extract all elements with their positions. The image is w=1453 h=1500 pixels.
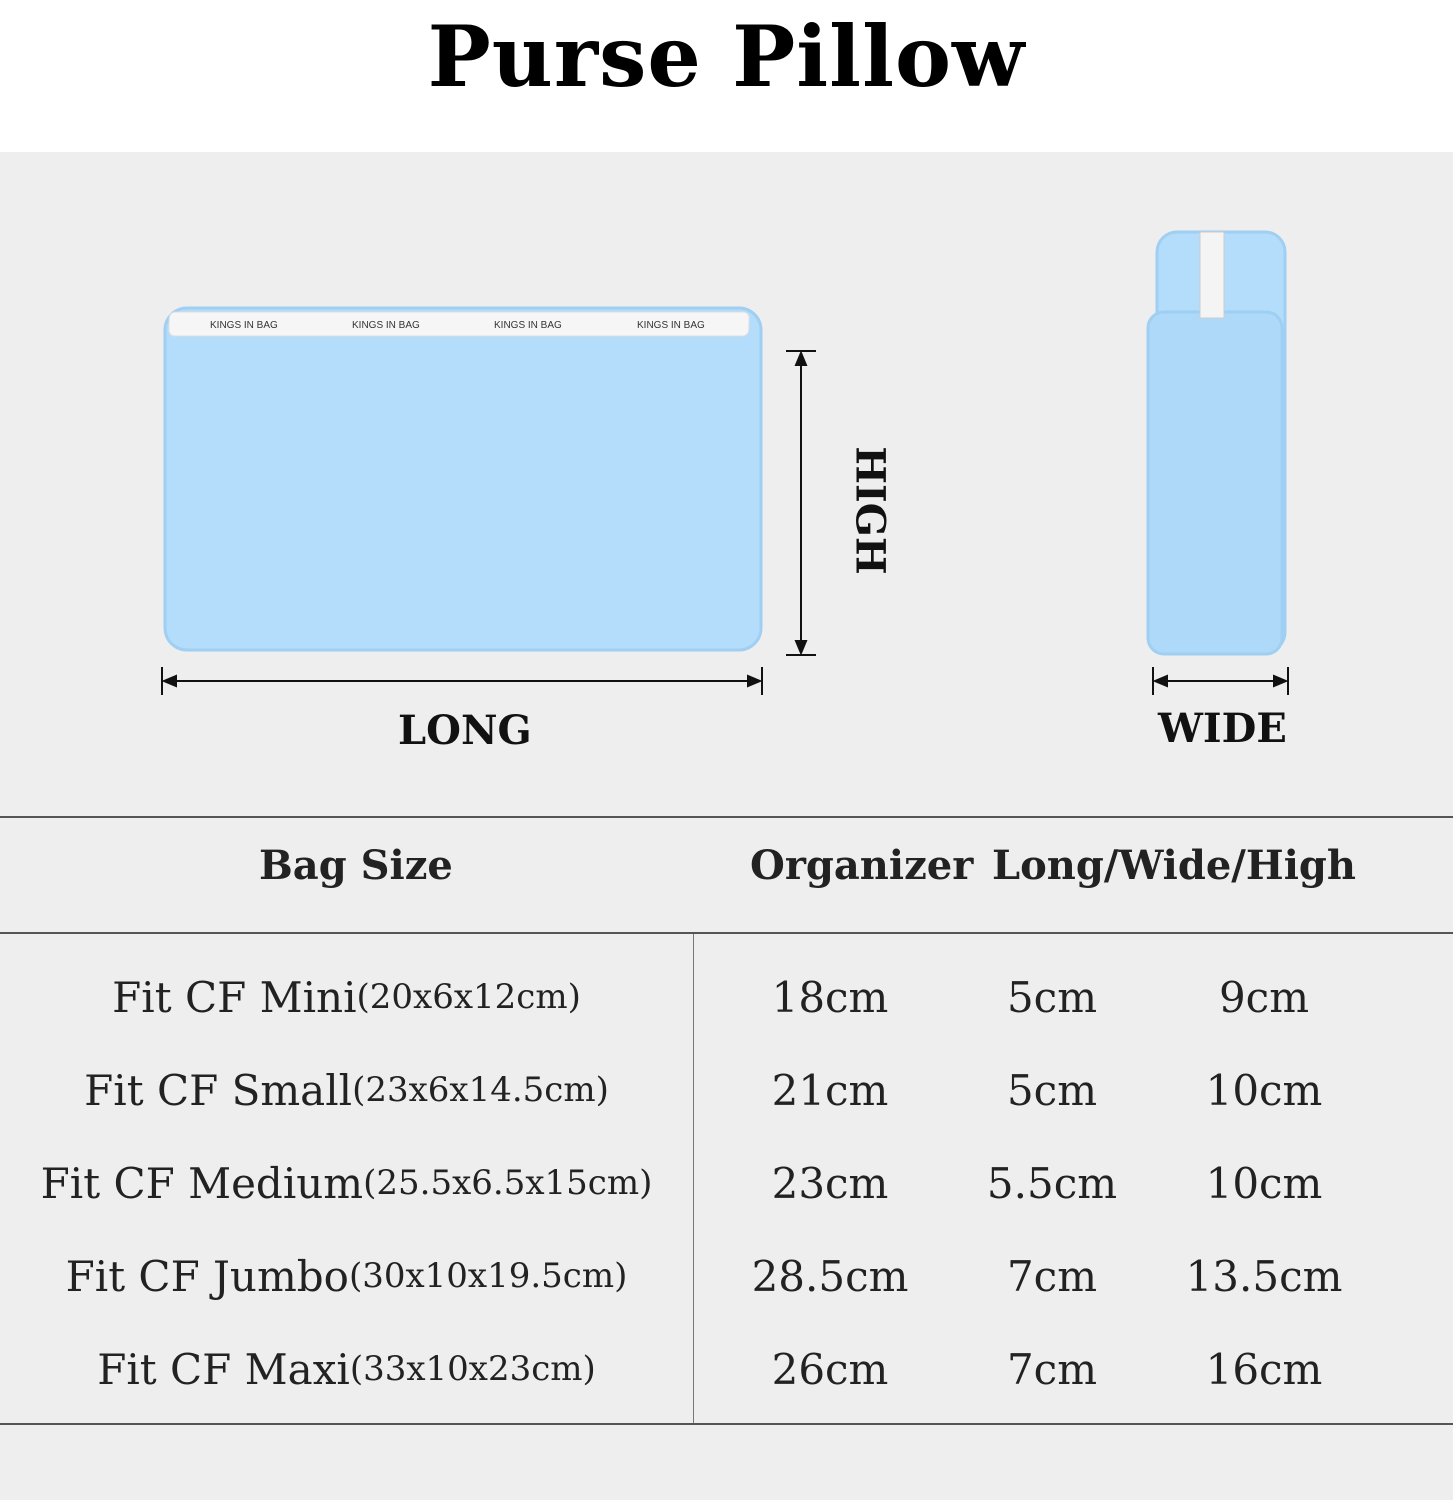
wide-dimension-arrow: [1153, 667, 1288, 695]
wide-cell: 5cm: [1006, 1065, 1098, 1115]
brand-band-text: KINGS IN BAG: [210, 320, 278, 331]
table-bottom-divider: [0, 1423, 1453, 1425]
brand-band-text: KINGS IN BAG: [494, 320, 562, 331]
bag-size-cell: [0, 1329, 693, 1409]
bag-name: Fit CF Small: [84, 1065, 353, 1115]
dimension-diagram: [0, 152, 1453, 817]
wide-cell: 5.5cm: [986, 1158, 1118, 1208]
long-cell: 28.5cm: [751, 1251, 909, 1301]
high-label: HIGH: [846, 446, 894, 575]
long-cell: 26cm: [771, 1344, 889, 1394]
brand-band-text: KINGS IN BAG: [637, 320, 705, 331]
bag-size-cell: [0, 1143, 693, 1223]
side-pillow-image: [1148, 232, 1285, 654]
bag-dimensions: (20x6x12cm): [356, 977, 581, 1017]
brand-band-text: KINGS IN BAG: [352, 320, 420, 331]
section-divider: [0, 816, 1453, 818]
table-row: [0, 1329, 1453, 1409]
high-cell: 16cm: [1205, 1344, 1323, 1394]
wide-cell: 5cm: [1006, 972, 1098, 1022]
high-cell: 10cm: [1205, 1158, 1323, 1208]
table-row: [0, 1143, 1453, 1223]
high-dimension-arrow: [786, 351, 816, 655]
wide-cell: 7cm: [1006, 1251, 1098, 1301]
bag-name: Fit CF Medium: [40, 1158, 364, 1208]
long-cell: 18cm: [771, 972, 889, 1022]
content-panel: [0, 152, 1453, 1500]
table-row: [0, 957, 1453, 1037]
header-bag-size: Bag Size: [259, 842, 453, 889]
front-pillow-image: [165, 308, 761, 650]
bag-dimensions: (25.5x6.5x15cm): [363, 1163, 653, 1203]
long-label: LONG: [398, 707, 532, 754]
bag-size-cell: [0, 1050, 693, 1130]
wide-label: WIDE: [1158, 705, 1287, 752]
long-cell: 23cm: [771, 1158, 889, 1208]
table-row: [0, 1050, 1453, 1130]
bag-size-cell: [0, 957, 693, 1037]
high-cell: 9cm: [1218, 972, 1310, 1022]
header-divider: [0, 932, 1453, 934]
high-cell: 13.5cm: [1185, 1251, 1343, 1301]
long-cell: 21cm: [771, 1065, 889, 1115]
header-organizer: Organizer: [750, 842, 974, 889]
bag-dimensions: (33x10x23cm): [349, 1349, 596, 1389]
long-dimension-arrow: [162, 667, 762, 695]
bag-size-cell: [0, 1236, 693, 1316]
page-title: Purse Pillow: [427, 6, 1026, 106]
bag-name: Fit CF Mini: [112, 972, 357, 1022]
wide-cell: 7cm: [1006, 1344, 1098, 1394]
table-row: [0, 1236, 1453, 1316]
high-cell: 10cm: [1205, 1065, 1323, 1115]
header-dimensions: Long/Wide/High: [992, 842, 1356, 889]
bag-dimensions: (23x6x14.5cm): [352, 1070, 609, 1110]
bag-name: Fit CF Maxi: [97, 1344, 350, 1394]
bag-name: Fit CF Jumbo: [65, 1251, 349, 1301]
bag-dimensions: (30x10x19.5cm): [348, 1256, 628, 1296]
